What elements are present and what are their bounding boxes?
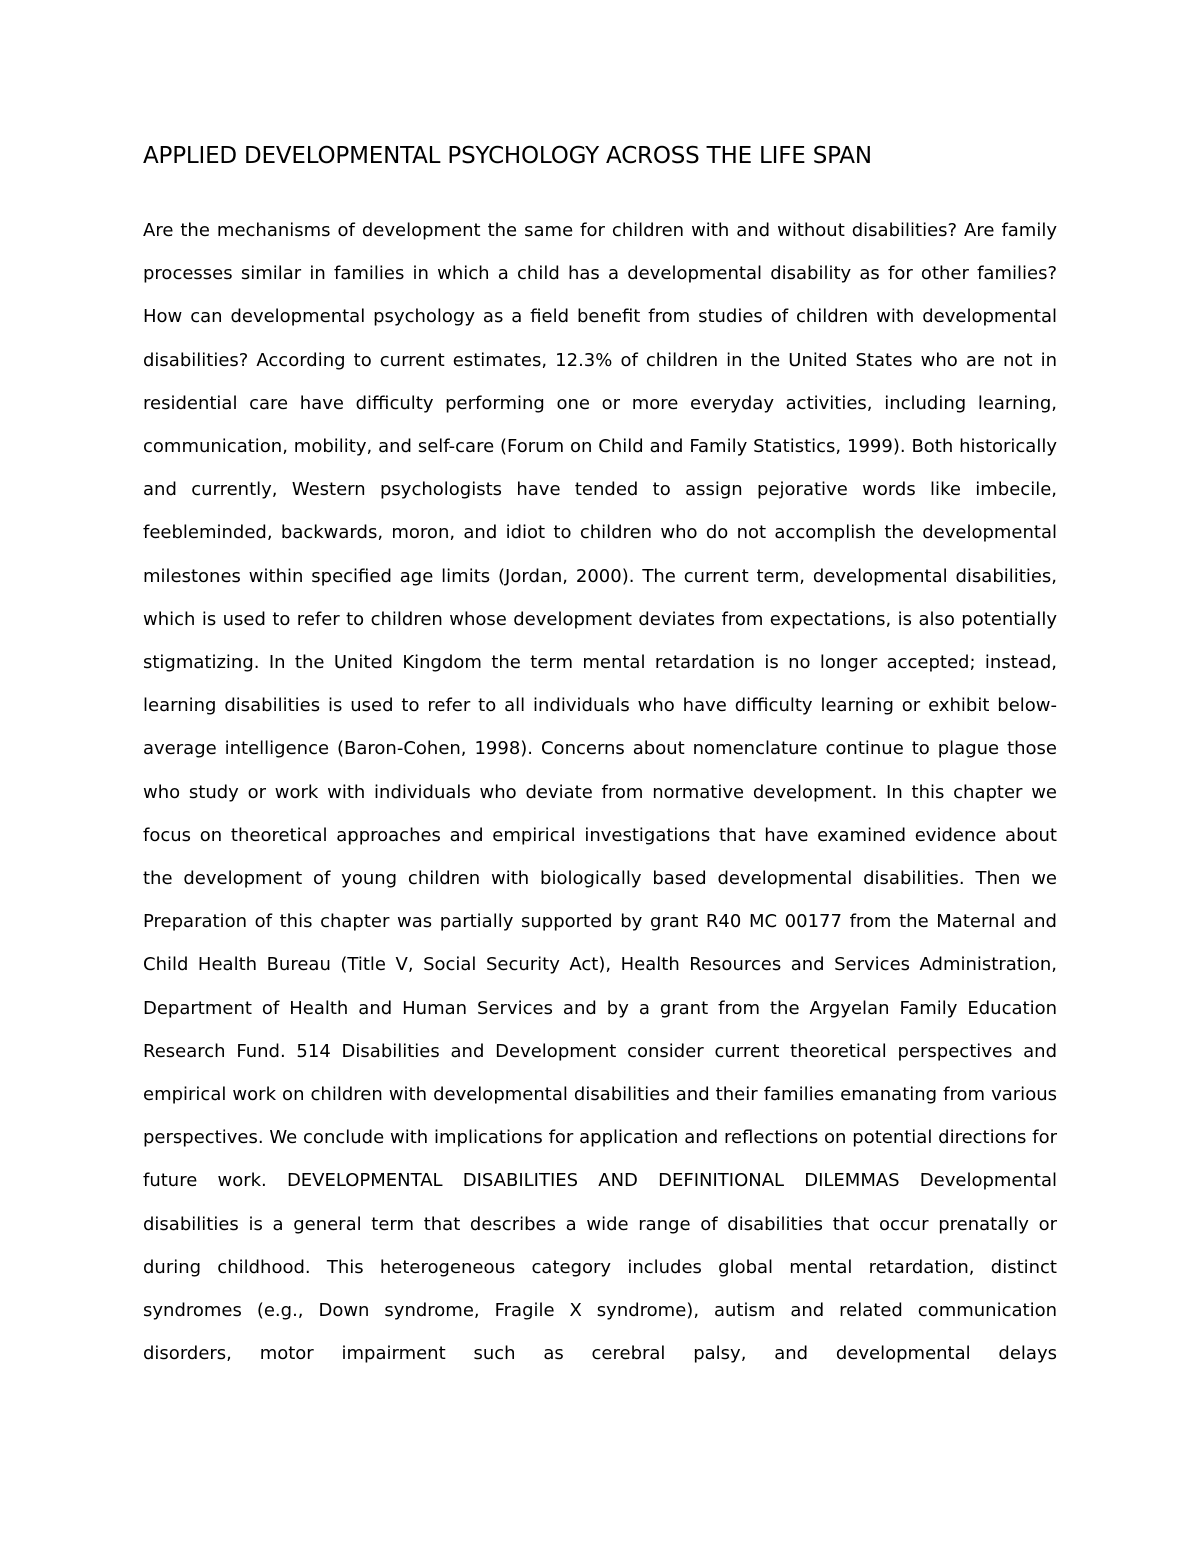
body-paragraph: Are the mechanisms of development the same for children with and without disabilities? Are family processes similar in families in which a child has a developmental disability as for other families? How can developmental psychology as a field benefit from studies of children with developmental disabilities? According to current estimates, 12.3% of children in the United States who are not in residential care have difficulty performing one or more everyday activities, including learning, communication, mobility, and self-care (Forum on Child and Family Statistics, 1999). Both historically and currently, Western psychologists have tended to assign pejorative words like imbecile, feebleminded, backwards, moron, and idiot to children who do not accomplish the developmental milestones within specified age limits (Jordan, 2000). The current term, developmental disabilities, which is used to refer to children whose development deviates from expectations, is also potentially stigmatizing. In the United Kingdom the term mental retardation is no longer accepted; instead, learning disabilities is used to refer to all individuals who have difficulty learning or exhibit below-average intelligence (Baron-Cohen, 1998). Concerns about nomenclature continue to plague those who study or work with individuals who deviate from normative development. In this chapter we focus on theoretical approaches and empirical investigations that have examined evidence about the development of young children with biologically based developmental disabilities. Then we Preparation of this chapter was partially supported by grant R40 MC 00177 from the Maternal and Child Health Bureau (Title V, Social Security Act), Health Resources and Services Administration, Department of Health and Human Services and by a grant from the Argyelan Family Education Research Fund. 514 Disabilities and Development consider current theoretical perspectives and empirical work on children with developmental disabilities and their families emanating from various perspectives. We conclude with implications for application and reflections on potential directions for future work. DEVELOPMENTAL DISABILITIES AND DEFINITIONAL DILEMMAS Developmental disabilities is a general term that describes a wide range of disabilities that occur prenatally or during childhood. This heterogeneous category includes global mental retardation, distinct syndromes (e.g., Down syndrome, Fragile X syndrome), autism and related communication disorders, motor impairment such as cerebral palsy, and developmental delays: [143, 220, 1057, 1365]
document-title: APPLIED DEVELOPMENTAL PSYCHOLOGY ACROSS THE LIFE SPAN: [143, 143, 872, 169]
